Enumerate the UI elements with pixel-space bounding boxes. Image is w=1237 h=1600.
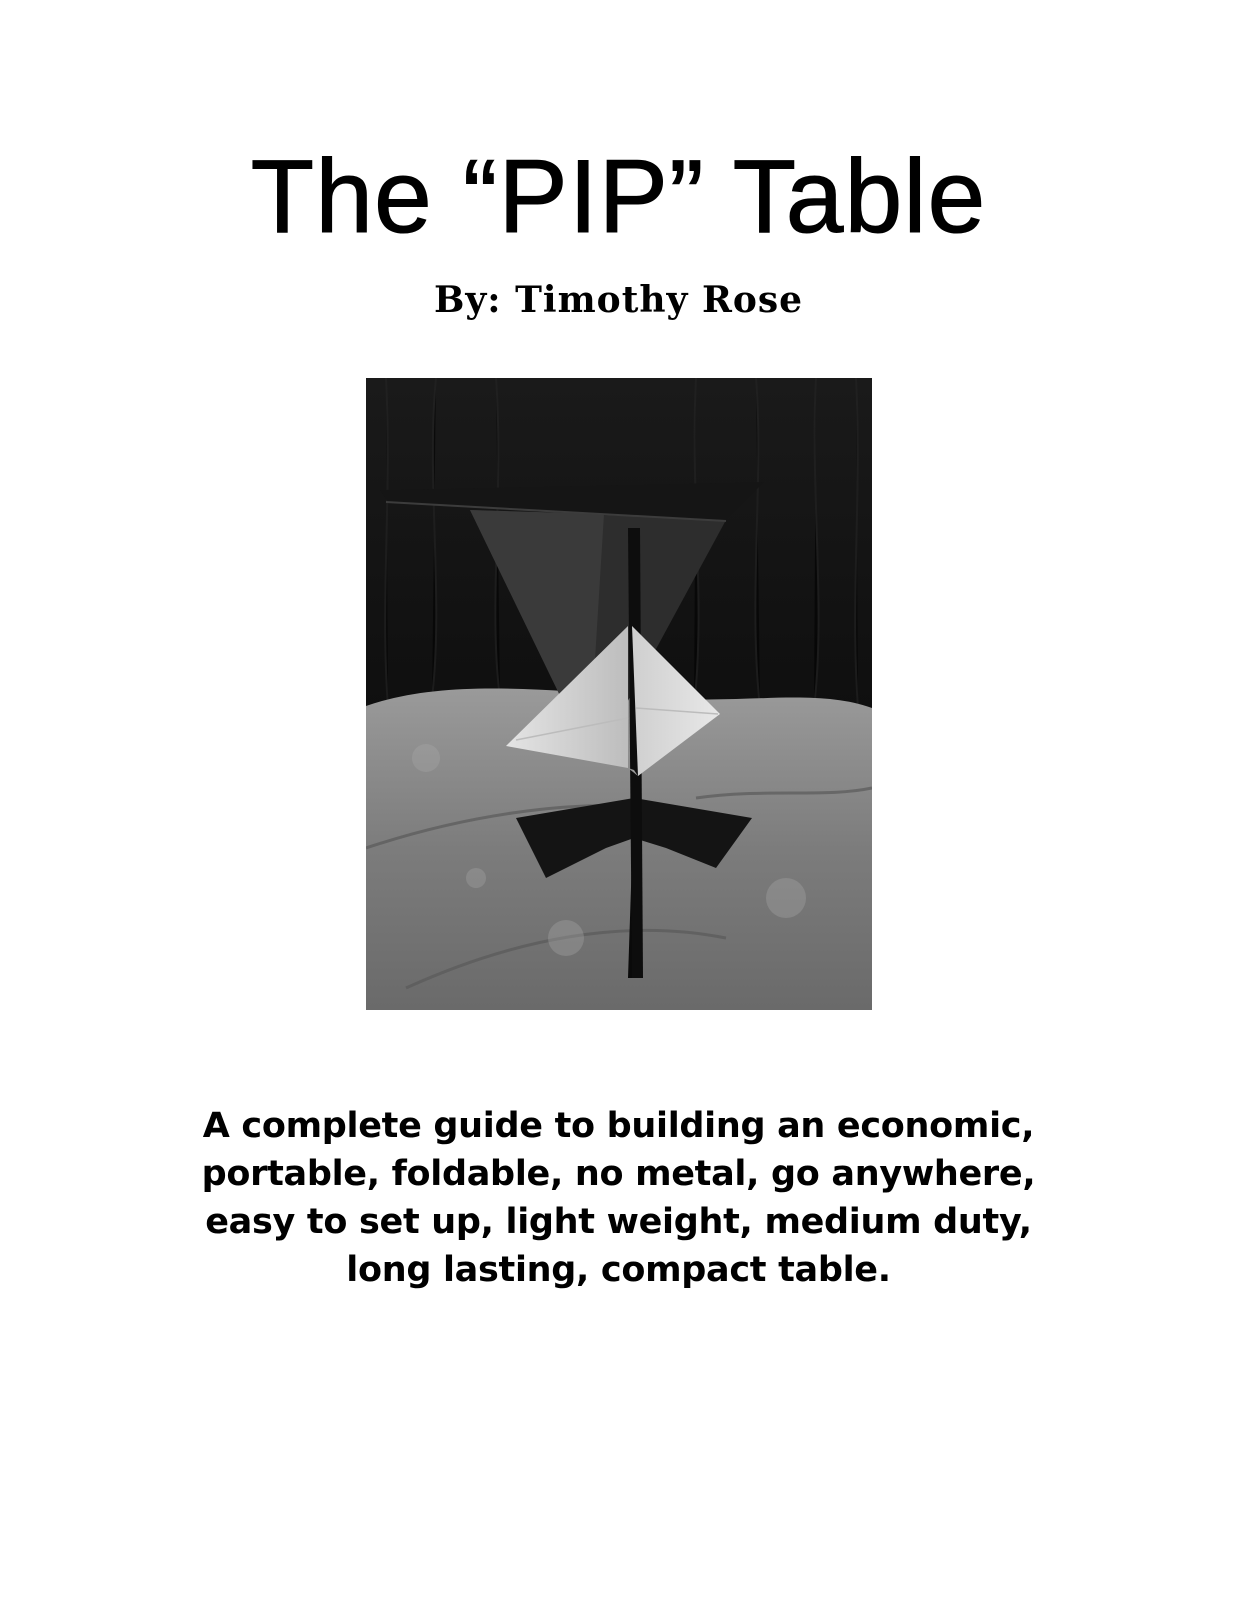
description-line-3: easy to set up, light weight, medium duty, [205,1202,1032,1242]
description [150,1102,1087,1294]
description-line-4: long lasting, compact table. [346,1250,891,1290]
author-line: By: Timothy Rose [433,279,804,321]
description-line-2: portable, foldable, no metal, go anywhere, [201,1154,1036,1194]
document-title: The “PIP” Table [250,139,987,255]
description-line-1: A complete guide to building an economic, [202,1106,1035,1146]
table-photo [366,378,872,1010]
